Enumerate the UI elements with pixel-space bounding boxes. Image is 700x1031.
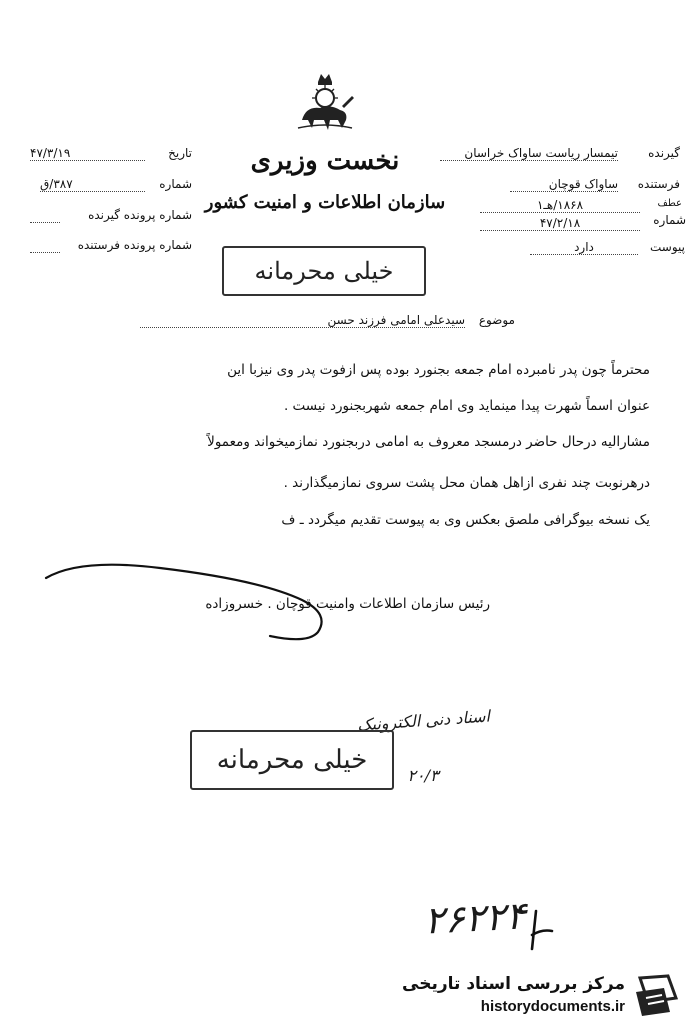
handwritten-note: اسناد دنی الکترونیک	[356, 706, 491, 735]
sender-value: ساواک قوچان	[510, 177, 618, 192]
handwritten-initials: ۲۰/۳	[407, 766, 439, 785]
recipient-file-number-label: شماره پرونده گیرنده	[88, 208, 192, 222]
body-line-3: مشارالیه درحال حاضر درمسجد معروف به امامی دربجنورد نمازمیخواند ومعمولاً	[207, 434, 650, 450]
reference-label: عطف	[657, 198, 682, 209]
date-value: ۴۷/۳/۱۹	[30, 146, 145, 161]
number-label: شماره	[159, 177, 192, 191]
letter-number-label: شماره	[653, 213, 686, 227]
confidential-stamp-bottom: خیلی محرمانه	[190, 730, 394, 790]
attachment-label: پیوست	[650, 240, 685, 254]
body-line-1: محترماً چون پدر نامبرده امام جمعه بجنورد بوده پس ازفوت پدر وی نیزبا این	[227, 362, 650, 378]
recipient-label: گیرنده	[648, 146, 680, 160]
body-line-5: یک نسخه بیوگرافی ملصق بعکس وی به پیوست تقدیم میگردد ـ ف	[281, 512, 650, 528]
organization-title: سازمان اطلاعات و امنیت کشور	[204, 192, 446, 213]
body-line-4: درهرنوبت چند نفری ازاهل همان محل پشت سروی نمازمیگذارند .	[283, 475, 650, 491]
recipient-value: تیمسار ریاست ساواک خراسان	[440, 146, 618, 161]
document-archive-logo-icon	[630, 972, 686, 1020]
subject-value: سیدعلی امامی فرزند حسن	[140, 313, 465, 328]
signature-line: رئیس سازمان اطلاعات وامنیت قوچان . خسروزاده	[205, 596, 490, 612]
attachment-value: دارد	[530, 240, 638, 255]
recipient-file-number-line	[30, 222, 60, 223]
confidential-stamp-top: خیلی محرمانه	[222, 246, 426, 296]
subject-label: موضوع	[478, 313, 515, 327]
ministry-title: نخست وزیری	[250, 146, 400, 176]
reference-number: ۱۸۶۸/هـ۱	[480, 198, 640, 213]
watermark-url: historydocuments.ir	[480, 998, 625, 1015]
sender-label: فرستنده	[637, 177, 680, 191]
handwritten-number: ۲۶۲۲۴	[422, 893, 528, 943]
reference-date: ۴۷/۲/۱۸	[480, 216, 640, 231]
date-label: تاریخ	[168, 146, 192, 160]
handwritten-slash-mark-icon	[518, 905, 558, 955]
watermark-title: مرکز بررسی اسناد تاریخی	[402, 974, 625, 994]
number-value: ۳۸۷/ق	[40, 177, 145, 192]
sender-file-number-label: شماره پرونده فرستنده	[77, 238, 192, 252]
body-line-2: عنوان اسماً شهرت پیدا مینماید وی امام جمعه شهربجنورد نیست .	[283, 398, 650, 414]
lion-and-sun-emblem-icon	[290, 68, 360, 138]
sender-file-number-line	[30, 252, 60, 253]
